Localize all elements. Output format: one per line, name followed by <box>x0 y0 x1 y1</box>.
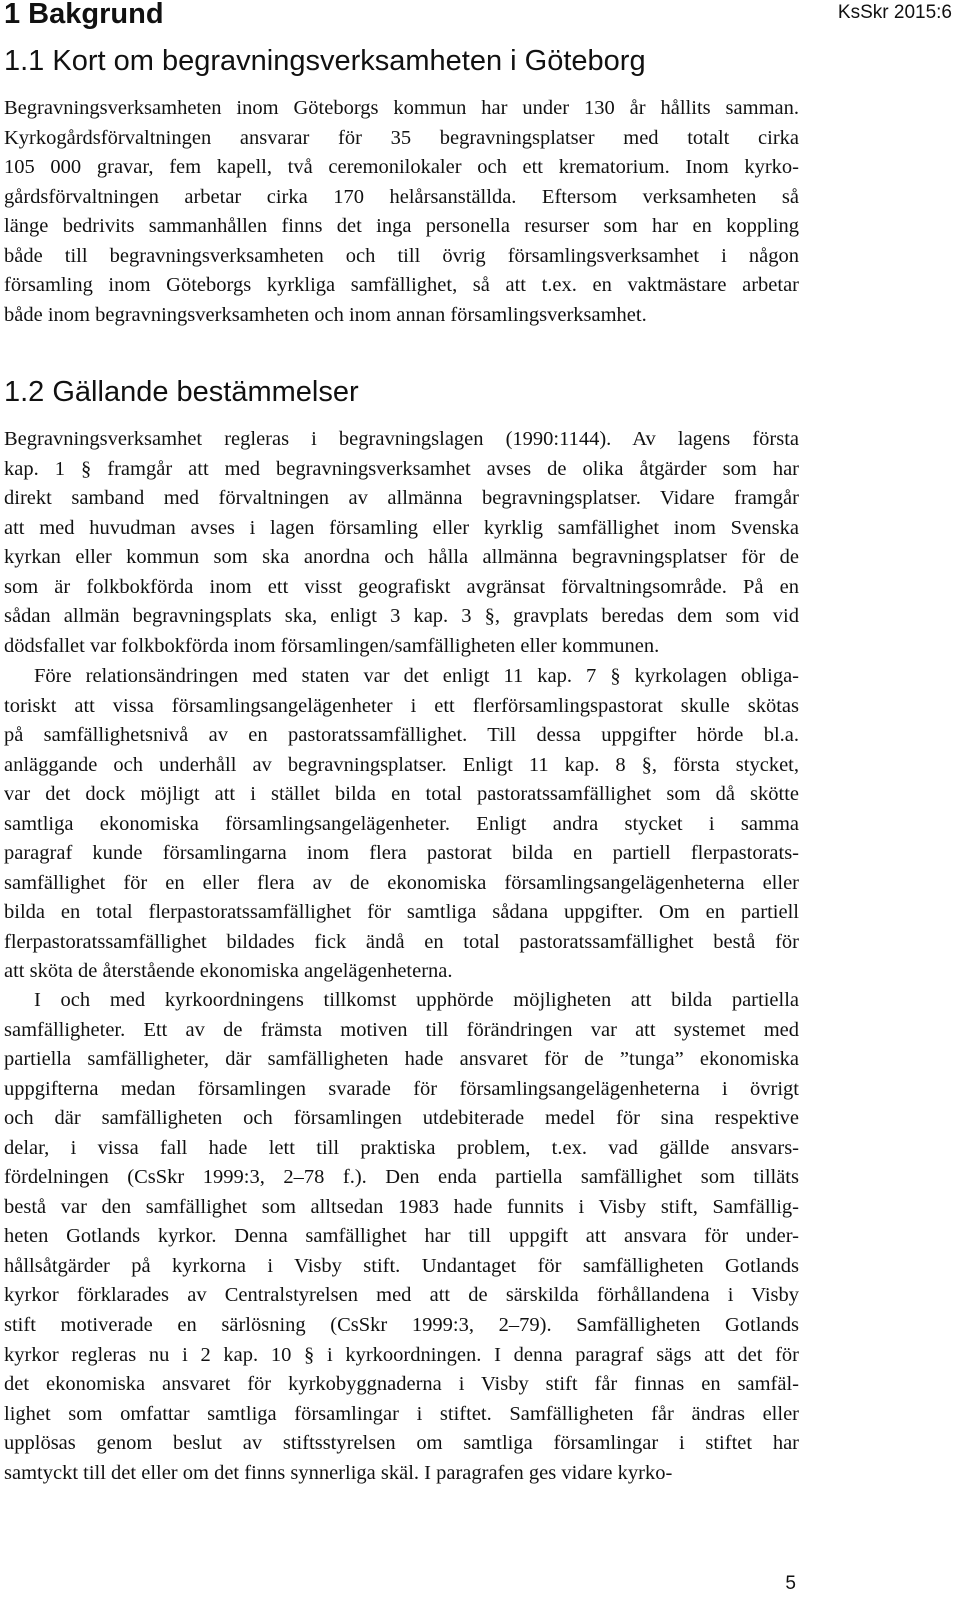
text-line: kyrkor regleras nu i 2 kap. 10 § i kyrkoordningen. I denna paragraf sägs att det för <box>4 1343 799 1366</box>
section-heading-1-1: 1.1 Kort om begravningsverksamheten i Göteborg <box>4 45 646 77</box>
text-line: I och med kyrkoordningens tillkomst upphörde möjligheten att bilda partiella <box>34 989 799 1011</box>
text-line: samfälligheter. Ett av de främsta motiven till förändringen var att systemet med <box>4 1018 799 1041</box>
text-line: både till begravningsverksamheten och till övrig församlingsverksamhet i någon <box>4 244 799 267</box>
text-line: samtliga ekonomiska församlingsangelägenheter. Enligt andra stycket i samma <box>4 812 799 835</box>
text-line: lighet som omfattar samtliga församlingar i stiftet. Samfälligheten får ändras eller <box>4 1402 799 1425</box>
section-1-2-paragraph-2 <box>4 662 799 987</box>
text-line: att sköta de återstående ekonomiska angelägenheterna. <box>4 960 453 983</box>
text-line: Begravningsverksamheten inom Göteborgs kommun har under 130 år hållits samman. <box>4 97 799 119</box>
text-line: stift motiverade en särlösning (CsSkr 1999:3, 2–79). Samfälligheten Gotlands <box>4 1314 799 1337</box>
text-line: 105 000 gravar, fem kapell, två ceremonilokaler och ett krematorium. Inom kyrko- <box>4 156 799 179</box>
text-line: anläggande och underhåll av begravningsplatser. Enligt 11 kap. 8 §, första stycket, <box>4 753 799 776</box>
text-line: bilda en total flerpastoratssamfällighet för samtliga sådana uppgifter. Om en partiell <box>4 901 799 924</box>
document-reference: KsSkr 2015:6 <box>837 2 952 23</box>
text-line: och där samfälligheten och församlingen utdebiterade medel för sina respektive <box>4 1107 799 1130</box>
page-number: 5 <box>785 1573 796 1594</box>
section-1-1-paragraph <box>4 94 799 330</box>
text-line: det ekonomiska ansvaret för kyrkobyggnaderna i Visby stift får finnas en samfäl- <box>4 1373 799 1396</box>
text-line: kyrkan eller kommun som ska anordna och hålla allmänna begravningsplatser för de <box>4 546 799 569</box>
text-line: heten Gotlands kyrkor. Denna samfällighet har till uppgift att ansvara för under- <box>4 1225 799 1248</box>
text-line: dödsfallet var folkbokförda inom församlingen/samfälligheten eller kommunen. <box>4 634 660 657</box>
chapter-heading: 1 Bakgrund <box>4 0 164 30</box>
text-line: sådan allmän begravningsplats ska, enligt 3 kap. 3 §, gravplats beredas dem som vid <box>4 605 799 628</box>
text-line: Före relationsändringen med staten var det enligt 11 kap. 7 § kyrkolagen obliga- <box>34 665 799 687</box>
text-line: samtyckt till det eller om det finns synnerliga skäl. I paragrafen ges vidare kyrko- <box>4 1461 673 1484</box>
text-line: upplösas genom beslut av stiftsstyrelsen om samtliga församlingar i stiftet har <box>4 1432 799 1455</box>
text-line: gårdsförvaltningen arbetar cirka 170 helårsanställda. Eftersom verksamheten så <box>4 185 799 208</box>
section-1-2-paragraph-3 <box>4 986 799 1488</box>
text-line: partiella samfälligheter, där samfälligheten hade ansvaret för de ”tunga” ekonomiska <box>4 1048 799 1071</box>
text-line: samfällighet för en eller flera av de ekonomiska församlingsangelägenheterna eller <box>4 871 799 894</box>
text-line: Begravningsverksamhet regleras i begravningslagen (1990:1144). Av lagens första <box>4 428 799 450</box>
text-line: var det dock möjligt att i stället bilda en total pastoratssamfällighet som då skötte <box>4 783 799 806</box>
text-line: hållsåtgärder på kyrkorna i Visby stift. Undantaget för samfälligheten Gotlands <box>4 1254 799 1277</box>
text-line: att med huvudman avses i lagen församling eller kyrklig samfällighet inom Svenska <box>4 516 799 539</box>
text-line: fördelningen (CsSkr 1999:3, 2–78 f.). Den enda partiella samfällighet som tilläts <box>4 1166 799 1189</box>
text-line: flerpastoratssamfällighet bildades fick ändå en total pastoratssamfällighet bestå för <box>4 930 799 953</box>
text-line: församling inom Göteborgs kyrkliga samfällighet, så att t.ex. en vaktmästare arbetar <box>4 274 799 297</box>
text-line: delar, i vissa fall hade lett till praktiska problem, t.ex. vad gällde ansvars- <box>4 1136 799 1159</box>
text-line: kap. 1 § framgår att med begravningsverksamhet avses de olika åtgärder som har <box>4 457 799 480</box>
text-line: som är folkbokförda inom ett visst geografiskt avgränsat förvaltningsområde. På en <box>4 575 799 598</box>
section-heading-1-2: 1.2 Gällande bestämmelser <box>4 376 359 408</box>
text-line: både inom begravningsverksamheten och inom annan församlingsverksamhet. <box>4 303 647 326</box>
text-line: bestå var den samfällighet som alltsedan 1983 hade funnits i Visby stift, Samfällig- <box>4 1195 799 1218</box>
text-line: paragraf kunde församlingarna inom flera pastorat bilda en partiell flerpastorats- <box>4 842 799 865</box>
text-line: länge bedrivits sammanhållen finns det inga personella resurser som har en koppling <box>4 215 799 238</box>
text-line: på samfällighetsnivå av en pastoratssamfällighet. Till dessa uppgifter hörde bl.a. <box>4 724 799 747</box>
text-line: direkt samband med förvaltningen av allmänna begravningsplatser. Vidare framgår <box>4 487 799 510</box>
text-line: kyrkor förklarades av Centralstyrelsen med att de särskilda förhållandena i Visby <box>4 1284 799 1307</box>
text-line: uppgifterna medan församlingen svarade för församlingsangelägenheterna i övrigt <box>4 1077 799 1100</box>
section-1-2-paragraph-1 <box>4 425 799 661</box>
text-line: toriskt att vissa församlingsangelägenheter i ett flerförsamlingspastorat skulle skötas <box>4 694 799 717</box>
text-line: Kyrkogårdsförvaltningen ansvarar för 35 begravningsplatser med totalt cirka <box>4 126 799 149</box>
